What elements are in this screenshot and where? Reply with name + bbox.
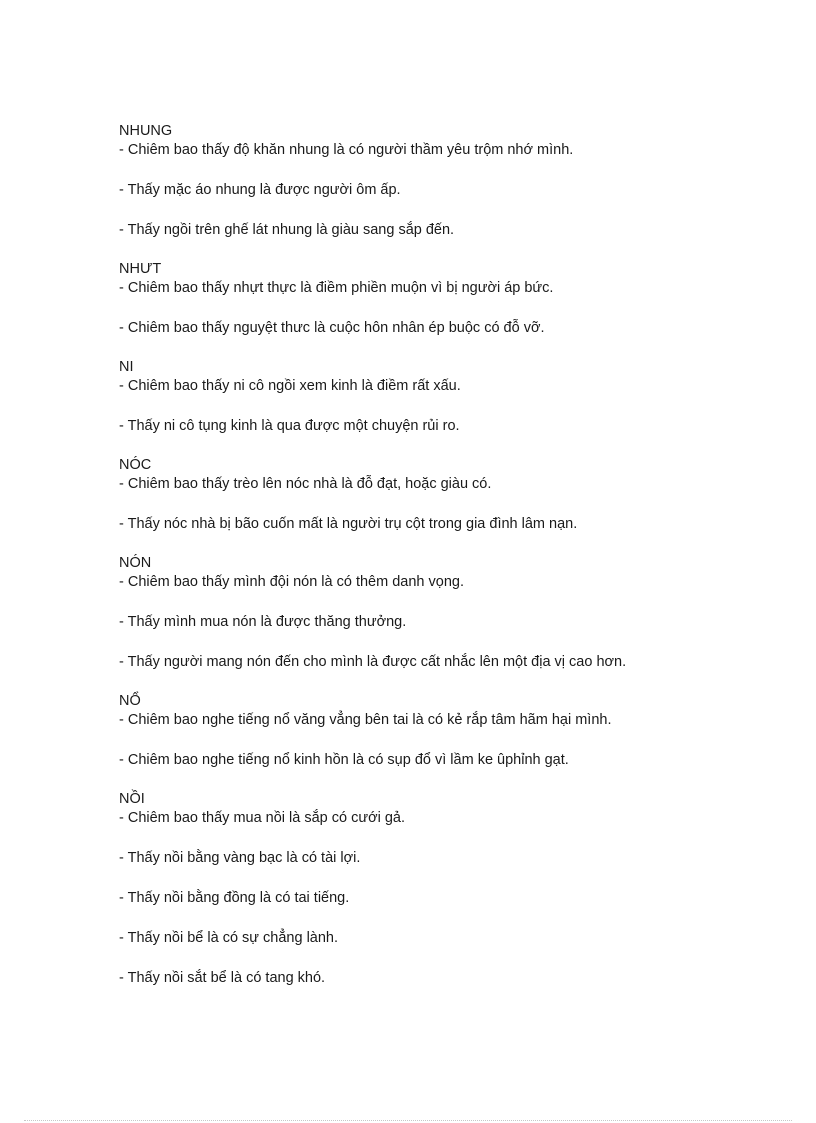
entry-line: - Thấy mình mua nón là được thăng thưởng. bbox=[119, 614, 407, 630]
entry-heading: NHƯT bbox=[119, 261, 162, 277]
entry-line: - Chiêm bao thấy ni cô ngồi xem kinh là điềm rất xấu. bbox=[119, 378, 461, 394]
entry-line: - Thấy nóc nhà bị bão cuốn mất là người trụ cột trong gia đình lâm nạn. bbox=[119, 516, 578, 532]
entry-line: - Thấy nồi sắt bể là có tang khó. bbox=[119, 970, 326, 986]
entry-heading: NỔ bbox=[119, 693, 141, 709]
entry-line: - Chiêm bao thấy mua nồi là sắp có cưới gả. bbox=[119, 810, 405, 826]
entry-noc bbox=[119, 456, 779, 534]
entry-line: - Thấy ngồi trên ghế lát nhung là giàu sang sắp đến. bbox=[119, 222, 455, 238]
entry-nhut bbox=[119, 260, 779, 338]
entry-line: - Thấy người mang nón đến cho mình là được cất nhắc lên một địa vị cao hơn. bbox=[119, 654, 627, 670]
entry-heading: NÓN bbox=[119, 555, 152, 571]
entry-line: - Chiêm bao thấy trèo lên nóc nhà là đỗ đạt, hoặc giàu có. bbox=[119, 476, 492, 492]
entry-line: - Thấy ni cô tụng kinh là qua được một chuyện rủi ro. bbox=[119, 418, 460, 434]
page-bottom-divider bbox=[24, 1120, 792, 1121]
entry-heading: NI bbox=[119, 359, 134, 375]
document-content bbox=[119, 122, 779, 1008]
entry-noi bbox=[119, 790, 779, 988]
entry-line: - Thấy nồi bể là có sự chẳng lành. bbox=[119, 930, 339, 946]
entry-line: - Thấy mặc áo nhung là được người ôm ấp. bbox=[119, 182, 401, 198]
entry-non bbox=[119, 554, 779, 672]
entry-ni bbox=[119, 358, 779, 436]
entry-line: - Thấy nồi bằng vàng bạc là có tài lợi. bbox=[119, 850, 361, 866]
entry-nhung bbox=[119, 122, 779, 240]
entry-line: - Chiêm bao thấy nhựt thực là điềm phiền muộn vì bị người áp bức. bbox=[119, 280, 554, 296]
entry-heading: NÓC bbox=[119, 457, 152, 473]
entry-line: - Chiêm bao nghe tiếng nổ kinh hồn là có sụp đổ vì lầm ke ûphỉnh gạt. bbox=[119, 752, 569, 768]
entry-heading: NHUNG bbox=[119, 123, 173, 139]
entry-line: - Thấy nồi bằng đồng là có tai tiếng. bbox=[119, 890, 350, 906]
entry-line: - Chiêm bao nghe tiếng nổ văng vẳng bên tai là có kẻ rắp tâm hãm hại mình. bbox=[119, 712, 612, 728]
entry-line: - Chiêm bao thấy nguyệt thưc là cuộc hôn nhân ép buộc có đỗ vỡ. bbox=[119, 320, 545, 336]
entry-line: - Chiêm bao thấy độ khăn nhung là có người thầm yêu trộm nhớ mình. bbox=[119, 142, 574, 158]
entry-line: - Chiêm bao thấy mình đội nón là có thêm danh vọng. bbox=[119, 574, 464, 590]
entry-no bbox=[119, 692, 779, 770]
entry-heading: NỒI bbox=[119, 791, 145, 807]
